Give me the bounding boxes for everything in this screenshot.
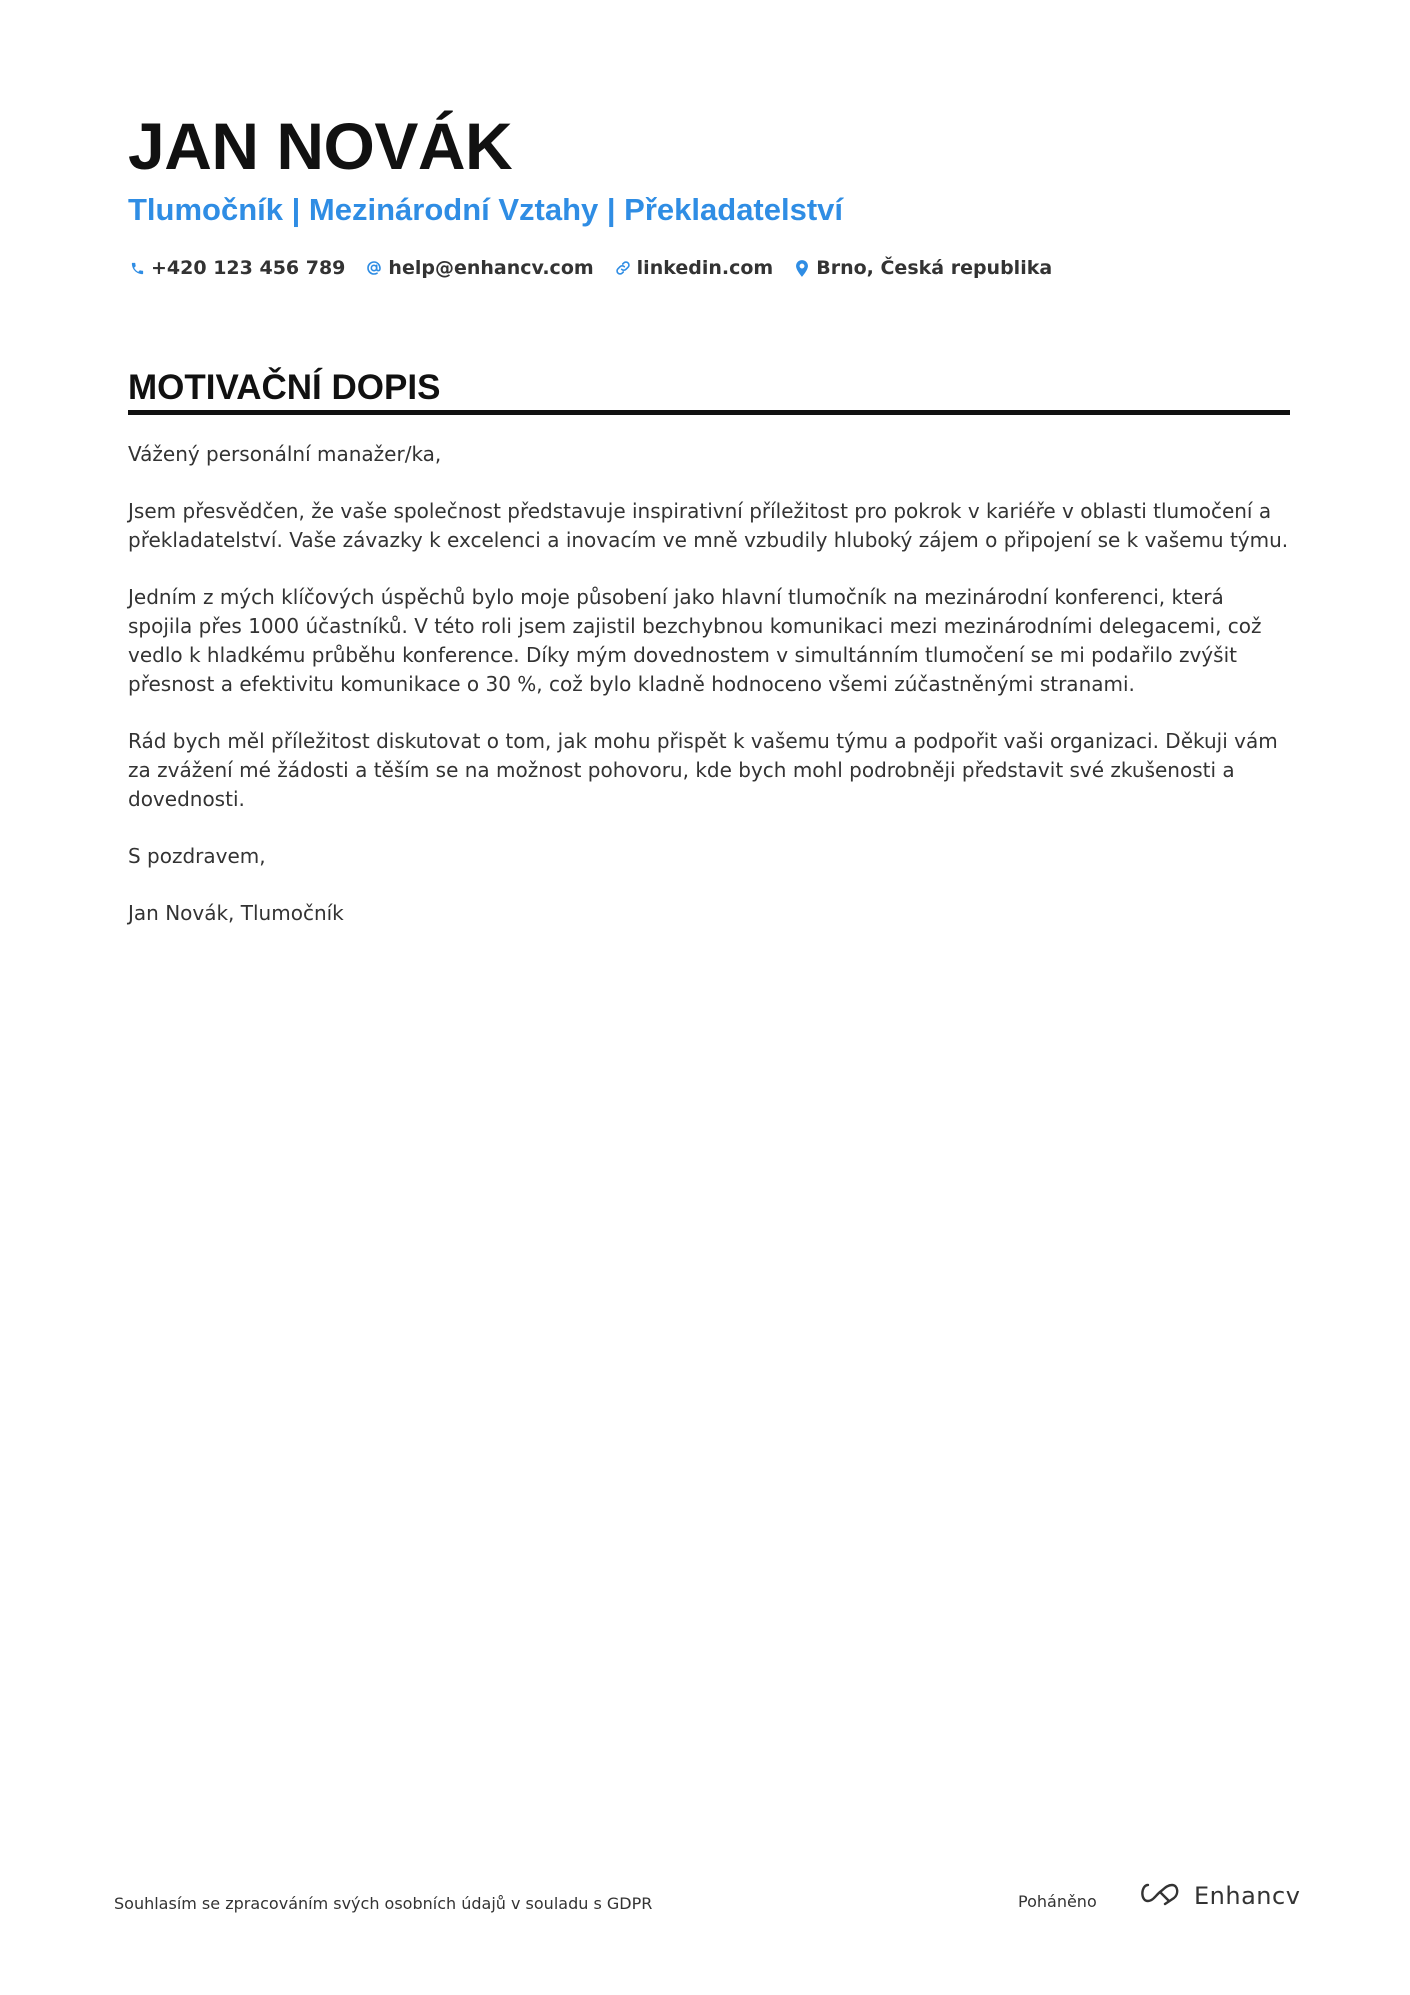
contact-phone-text: +420 123 456 789 [151,257,346,279]
contact-email[interactable] [365,257,593,279]
letter-greeting: Vážený personální manažer/ka, [128,442,442,466]
enhancv-brand-text: Enhancv [1194,1881,1301,1910]
contact-location [793,257,1052,279]
applicant-name: JAN NOVÁK [128,109,513,183]
powered-by-label: Poháněno [1018,1892,1097,1911]
contact-bar [128,254,1072,282]
contact-email-text: help@enhancv.com [388,257,594,279]
gdpr-consent-text: Souhlasím se zpracováním svých osobních údajů v souladu s GDPR [114,1894,653,1913]
contact-linkedin-text: linkedin.com [636,257,774,279]
location-pin-icon [793,259,811,277]
letter-paragraph: Jsem přesvědčen, že vaše společnost představuje inspirativní příležitost pro pokrok v kariéře v oblasti tlumočení a překladatelství. Vaše závazky k excelenci a inovacím ve mně vzbudily hluboký zájem o připojení se k vašemu týmu. [128,499,1289,552]
contact-linkedin[interactable] [614,257,774,279]
phone-icon [128,259,146,277]
section-title: MOTIVAČNÍ DOPIS [128,368,441,407]
section-divider [128,410,1290,415]
enhancv-logo-icon [1138,1880,1184,1911]
contact-phone[interactable] [128,257,345,279]
letter-signature: Jan Novák, Tlumočník [128,901,344,925]
letter-body [128,440,1290,956]
applicant-headline: Tlumočník | Mezinárodní Vztahy | Překladatelství [128,192,844,227]
letter-closing: S pozdravem, [128,844,266,868]
letter-paragraph: Rád bych měl příležitost diskutovat o tom, jak mohu přispět k vašemu týmu a podpořit vaši organizaci. Děkuji vám za zvážení mé žádosti a těším se na možnost pohovoru, kde bych mohl podrobněji představit své zkušenosti a dovednosti. [128,729,1278,811]
letter-paragraph: Jedním z mých klíčových úspěchů bylo moje působení jako hlavní tlumočník na mezinárodní konferenci, která spojila přes 1000 účastníků. V této roli jsem zajistil bezchybnou komunikaci mezi mezinárodními delegacemi, což vedlo k hladkému průběhu konference. Díky mým dovednostem v simultánním tlumočení se mi podařilo zvýšit přesnost a efektivitu komunikace o 30 %, což bylo kladně hodnoceno všemi zúčastněnými stranami. [128,585,1262,696]
link-icon [614,259,632,277]
contact-location-text: Brno, Česká republika [816,257,1053,279]
at-icon [365,259,383,277]
enhancv-logo[interactable] [1138,1880,1300,1911]
